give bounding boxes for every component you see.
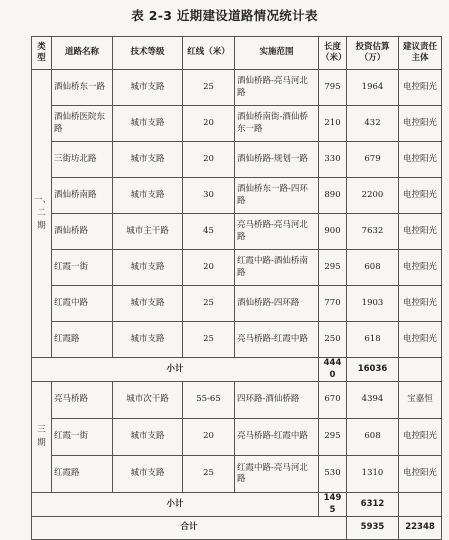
header-grade: 技术等级 — [113, 37, 183, 70]
scope-cell: 红霞中路-酒仙桥南路 — [235, 250, 319, 286]
header-owner: 建议责任主体 — [399, 37, 442, 70]
length-cell: 250 — [319, 322, 347, 358]
table-row — [32, 214, 442, 250]
owner-cell: 宝嘉恒 — [399, 382, 442, 419]
grade-cell: 城市支路 — [113, 142, 183, 178]
header-length: 长度（米） — [319, 37, 347, 70]
table-row — [32, 106, 442, 142]
scope-cell: 亮马桥路-亮马河北路 — [235, 214, 319, 250]
invest-cell: 432 — [347, 106, 399, 142]
total-invest: 22348 — [399, 517, 442, 540]
redline-cell: 25 — [183, 70, 235, 106]
scope-cell: 酒仙桥南街-酒仙桥东一路 — [235, 106, 319, 142]
road-name-cell: 红霞路 — [52, 322, 113, 358]
grade-cell: 城市支路 — [113, 178, 183, 214]
table-row — [32, 382, 442, 419]
invest-cell: 1964 — [347, 70, 399, 106]
invest-cell: 608 — [347, 419, 399, 456]
redline-cell: 55-65 — [183, 382, 235, 419]
table-title: 表 2-3 近期建设道路情况统计表 — [131, 8, 318, 23]
scope-cell: 亮马桥路-红霞中路 — [235, 419, 319, 456]
subtotal-length: 4440 — [319, 358, 347, 382]
subtotal-row — [32, 358, 442, 382]
stage-label: 三期 — [32, 382, 52, 493]
grade-cell: 城市支路 — [113, 106, 183, 142]
length-cell: 890 — [319, 178, 347, 214]
redline-cell: 25 — [183, 286, 235, 322]
owner-cell: 电控阳光 — [399, 286, 442, 322]
table-row — [32, 178, 442, 214]
table-row — [32, 70, 442, 106]
header-row — [32, 37, 442, 70]
invest-cell: 679 — [347, 142, 399, 178]
length-cell: 795 — [319, 70, 347, 106]
length-cell: 210 — [319, 106, 347, 142]
grade-cell: 城市主干路 — [113, 214, 183, 250]
grade-cell: 城市次干路 — [113, 382, 183, 419]
owner-cell: 电控阳光 — [399, 322, 442, 358]
redline-cell: 25 — [183, 322, 235, 358]
grade-cell: 城市支路 — [113, 456, 183, 493]
road-name-cell: 红霞中路 — [52, 286, 113, 322]
scope-cell: 酒仙桥路-规划一路 — [235, 142, 319, 178]
length-cell: 770 — [319, 286, 347, 322]
road-name-cell: 酒仙桥南路 — [52, 178, 113, 214]
owner-cell: 电控阳光 — [399, 70, 442, 106]
table-row — [32, 142, 442, 178]
redline-cell: 25 — [183, 456, 235, 493]
subtotal-length: 1495 — [319, 493, 347, 517]
grade-cell: 城市支路 — [113, 286, 183, 322]
road-name-cell: 红霞一街 — [52, 419, 113, 456]
redline-cell: 20 — [183, 250, 235, 286]
length-cell: 295 — [319, 419, 347, 456]
invest-cell: 1310 — [347, 456, 399, 493]
redline-cell: 20 — [183, 106, 235, 142]
grade-cell: 城市支路 — [113, 250, 183, 286]
table-row — [32, 250, 442, 286]
invest-cell: 7632 — [347, 214, 399, 250]
grade-cell: 城市支路 — [113, 70, 183, 106]
road-name-cell: 亮马桥路 — [52, 382, 113, 419]
road-statistics-table — [31, 36, 442, 540]
table-row — [32, 322, 442, 358]
subtotal-row — [32, 493, 442, 517]
empty-cell — [399, 493, 442, 517]
redline-cell: 30 — [183, 178, 235, 214]
scope-cell: 红霞中路-亮马河北路 — [235, 456, 319, 493]
header-redline: 红线（米） — [183, 37, 235, 70]
owner-cell: 电控阳光 — [399, 419, 442, 456]
total-label: 合计 — [32, 517, 347, 540]
owner-cell: 电控阳光 — [399, 250, 442, 286]
header-scope: 实施范围 — [235, 37, 319, 70]
grade-cell: 城市支路 — [113, 419, 183, 456]
road-name-cell: 红霞路 — [52, 456, 113, 493]
length-cell: 900 — [319, 214, 347, 250]
total-row — [32, 517, 442, 540]
redline-cell: 20 — [183, 142, 235, 178]
header-invest: 投资估算（万） — [347, 37, 399, 70]
header-road-name: 道路名称 — [52, 37, 113, 70]
invest-cell: 2200 — [347, 178, 399, 214]
invest-cell: 4394 — [347, 382, 399, 419]
table-row — [32, 286, 442, 322]
length-cell: 295 — [319, 250, 347, 286]
scope-cell: 酒仙桥东一路-四环路 — [235, 178, 319, 214]
stage-label: 一、二期 — [32, 70, 52, 358]
header-type: 类型 — [32, 37, 52, 70]
owner-cell: 电控阳光 — [399, 214, 442, 250]
scope-cell: 亮马桥路-红霞中路 — [235, 322, 319, 358]
grade-cell: 城市支路 — [113, 322, 183, 358]
scope-cell: 四环路-酒仙桥路 — [235, 382, 319, 419]
length-cell: 670 — [319, 382, 347, 419]
road-name-cell: 酒仙桥医院东路 — [52, 106, 113, 142]
invest-cell: 1903 — [347, 286, 399, 322]
owner-cell: 电控阳光 — [399, 142, 442, 178]
table-row — [32, 456, 442, 493]
length-cell: 330 — [319, 142, 347, 178]
road-name-cell: 酒仙桥东一路 — [52, 70, 113, 106]
subtotal-label: 小计 — [32, 358, 319, 382]
scope-cell: 酒仙桥路-亮马河北路 — [235, 70, 319, 106]
scope-cell: 酒仙桥路-四环路 — [235, 286, 319, 322]
total-length: 5935 — [347, 517, 399, 540]
road-name-cell: 红霞一街 — [52, 250, 113, 286]
owner-cell: 电控阳光 — [399, 106, 442, 142]
empty-cell — [399, 358, 442, 382]
redline-cell: 20 — [183, 419, 235, 456]
subtotal-invest: 16036 — [347, 358, 399, 382]
subtotal-label: 小计 — [32, 493, 319, 517]
invest-cell: 618 — [347, 322, 399, 358]
length-cell: 530 — [319, 456, 347, 493]
road-name-cell: 三街坊北路 — [52, 142, 113, 178]
invest-cell: 608 — [347, 250, 399, 286]
owner-cell: 电控阳光 — [399, 178, 442, 214]
table-row — [32, 419, 442, 456]
owner-cell: 电控阳光 — [399, 456, 442, 493]
road-name-cell: 酒仙桥路 — [52, 214, 113, 250]
redline-cell: 45 — [183, 214, 235, 250]
subtotal-invest: 6312 — [347, 493, 399, 517]
